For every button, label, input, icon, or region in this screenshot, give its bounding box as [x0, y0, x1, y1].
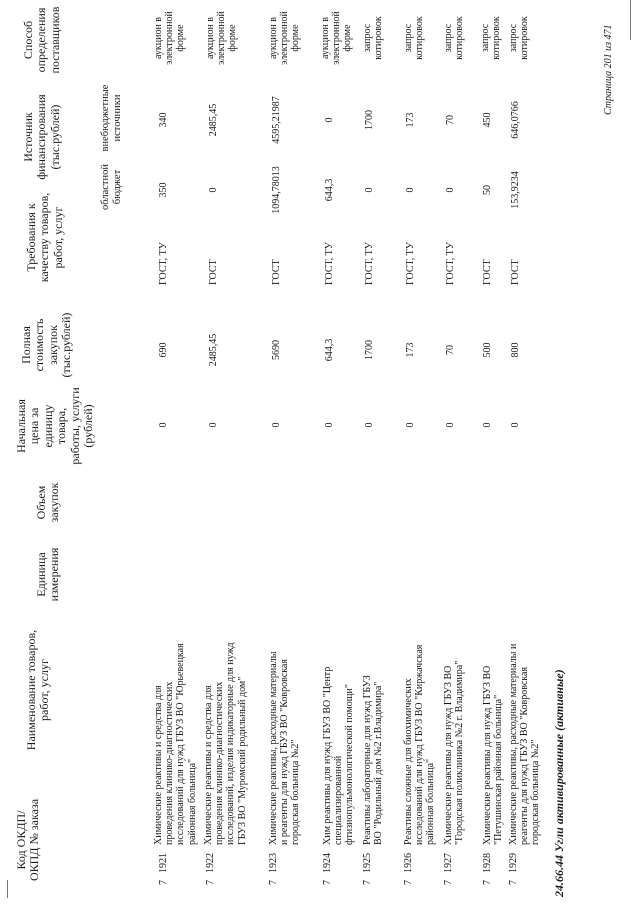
row-code: 7: [443, 880, 454, 885]
row-code: 7: [205, 880, 216, 885]
row-price: 0: [405, 422, 416, 428]
row-code: 7: [508, 880, 519, 885]
row-code: 7: [362, 880, 373, 885]
row-quality: ГОСТ: [482, 259, 493, 285]
row-total: 173: [405, 342, 416, 358]
row-regional: 153,9234: [510, 171, 521, 209]
row-name: Химические реактивы для нужд ГБУЗ ВО "Петушинская районная больница": [482, 665, 505, 845]
header-quality: Требования к качеству товаров, работ, услуг: [24, 192, 65, 283]
row-quality: ГОСТ, ТУ: [324, 242, 335, 285]
row-name: Химические реактивы, расходные материалы и реагенты для нужд ГБУЗ ВО "Ковровская городская больница №2": [268, 651, 302, 845]
header-unit: Единица измерения: [34, 547, 62, 602]
row-name: Реактивы сложные для биохимических исследований для нужд ГБУЗ ВО "Киржачская районная больница": [403, 644, 437, 845]
row-quality: ГОСТ: [510, 259, 521, 285]
row-method: запрос котировок: [362, 16, 385, 60]
row-number: 1926: [403, 853, 414, 873]
row-price: 0: [271, 422, 282, 428]
row-price: 0: [364, 422, 375, 428]
row-regional: 0: [405, 187, 416, 193]
row-extra: 0: [324, 117, 335, 123]
row-quality: ГОСТ: [271, 259, 282, 285]
row-price: 0: [324, 422, 335, 428]
row-quality: ГОСТ, ТУ: [445, 242, 456, 285]
row-extra: 173: [405, 112, 416, 128]
row-regional: 0: [445, 187, 456, 193]
row-extra: 70: [445, 115, 456, 125]
row-number: 1924: [322, 853, 333, 873]
row-price: 0: [445, 422, 456, 428]
row-price: 0: [208, 422, 219, 428]
row-total: 2485,45: [208, 333, 219, 367]
row-method: аукцион в электронной форме: [205, 11, 239, 65]
section-heading: 24.66.44 Угли активированные (активные): [552, 669, 566, 897]
row-name: Химические реактивы для нужд ГБУЗ ВО "Городская поликлиника №2 г. Владимира": [443, 660, 466, 845]
row-code: 7: [268, 880, 279, 885]
header-fund-extra: внебюджетные источники: [100, 84, 123, 152]
row-number: 1927: [443, 853, 454, 873]
header-volume: Объем закупок: [34, 482, 62, 523]
row-regional: 0: [208, 187, 219, 193]
header-total: Полная стоимость закупок (тыс.рублей): [19, 312, 74, 378]
row-extra: 450: [482, 112, 493, 128]
row-method: запрос котировок: [443, 16, 466, 60]
row-method: запрос котировок: [403, 16, 426, 60]
row-quality: ГОСТ: [208, 259, 219, 285]
row-name: Химические реактивы и средства для проведения клинико-диагностических исследований для нужд ГБУЗ ВО "Юрьевецкая районная больница": [153, 643, 198, 845]
header-price: Начальная цена за единицу товара, работы, услуги (рублей): [14, 387, 96, 465]
row-regional: 50: [482, 185, 493, 195]
row-name: Химические реактивы и средства для проведения клинико-диагностических исследований, изделия индикаторные для нужд ГБУЗ ВО "Муромский родильный дом": [203, 642, 248, 845]
row-method: запрос котировок: [480, 16, 503, 60]
row-price: 0: [482, 422, 493, 428]
row-total: 800: [510, 342, 521, 358]
row-number: 1928: [482, 853, 493, 873]
row-extra: 340: [158, 112, 169, 128]
row-total: 70: [445, 345, 456, 355]
row-name: Хим реактивы для нужд ГБУЗ ВО "Центр специализированной фтизиопульмонологической помощи": [322, 666, 356, 845]
row-regional: 0: [364, 187, 375, 193]
row-method: аукцион в электронной форме: [268, 11, 302, 65]
header-funding: Источник финансирования (тыс.рублей): [21, 94, 62, 180]
row-name: Химические реактивы, расходные материалы и реагенты для нужд ГБУЗ ВО "Ковровская городская больница №2": [508, 643, 542, 845]
row-number: 1925: [362, 853, 373, 873]
row-extra: 646,0766: [510, 101, 521, 139]
row-code: 7: [482, 880, 493, 885]
row-extra: 4595,21987: [271, 96, 282, 144]
page-footer: Страница 201 из 471: [603, 24, 614, 115]
row-quality: ГОСТ, ТУ: [364, 242, 375, 285]
row-method: запрос котировок: [508, 16, 531, 60]
row-method: аукцион в электронной форме: [153, 11, 187, 65]
header-method: Способ определения поставщиков: [21, 6, 62, 74]
header-fund-regional: областной бюджет: [100, 164, 123, 210]
row-price: 0: [510, 422, 521, 428]
header-name: Наименование товаров, работ, услуг: [24, 629, 52, 751]
row-price: 0: [158, 422, 169, 428]
row-number: 1929: [508, 853, 519, 873]
row-extra: 2485,45: [208, 103, 219, 137]
row-quality: ГОСТ, ТУ: [158, 242, 169, 285]
row-regional: 350: [158, 182, 169, 198]
row-total: 5690: [271, 340, 282, 360]
row-number: 1923: [268, 853, 279, 873]
row-code: 7: [403, 880, 414, 885]
row-total: 690: [158, 342, 169, 358]
row-total: 1700: [364, 340, 375, 360]
row-regional: 644,3: [324, 178, 335, 202]
header-code: Код ОКДП/ ОКПД № заказа: [14, 798, 42, 882]
row-total: 500: [482, 342, 493, 358]
row-quality: ГОСТ, ТУ: [405, 242, 416, 285]
row-name: Реактивы лабораторные для нужд ГБУЗ ВО "Родильный дом №2 г.Владимира": [362, 675, 385, 845]
row-number: 1922: [205, 853, 216, 873]
row-regional: 1094,78013: [271, 166, 282, 214]
row-code: 7: [322, 880, 333, 885]
row-code: 7: [158, 880, 169, 885]
row-number: 1921: [158, 853, 169, 873]
row-total: 644,3: [324, 338, 335, 362]
row-method: аукцион в электронной форме: [320, 11, 354, 65]
row-extra: 1700: [364, 110, 375, 130]
